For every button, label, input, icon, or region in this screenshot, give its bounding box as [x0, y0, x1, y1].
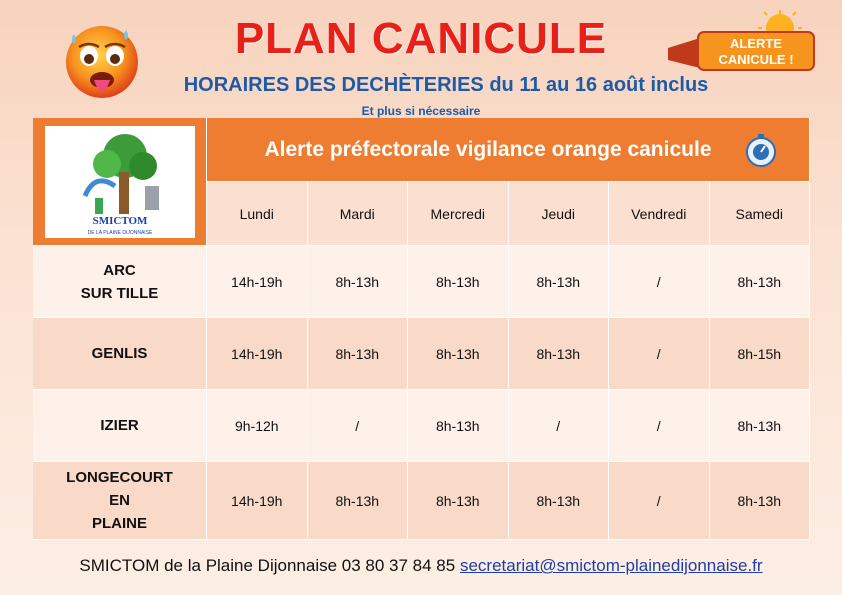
site-name: ARC SUR TILLE — [33, 246, 207, 318]
hours-cell: / — [609, 246, 710, 318]
hours-cell: 8h-13h — [710, 246, 811, 318]
page-title: PLAN CANICULE — [234, 14, 608, 63]
hours-cell: 8h-15h — [710, 318, 811, 390]
hours-cell: 8h-13h — [308, 462, 409, 540]
logo-name: SMICTOM — [92, 214, 147, 227]
site-name: LONGECOURT EN PLAINE — [33, 462, 207, 540]
site-name: IZIER — [33, 390, 207, 462]
hours-cell: 8h-13h — [308, 246, 409, 318]
hours-cell: 14h-19h — [207, 462, 308, 540]
hours-cell: 8h-13h — [308, 318, 409, 390]
hours-cell: 8h-13h — [509, 246, 610, 318]
page-subtitle: HORAIRES DES DECHÈTERIES du 11 au 16 août inclus — [183, 74, 709, 96]
hours-cell: / — [609, 462, 710, 540]
page-note: Et plus si nécessaire — [361, 104, 481, 118]
stopwatch-icon — [743, 132, 779, 168]
hours-cell: / — [609, 318, 710, 390]
day-header-jeudi: Jeudi — [509, 182, 610, 246]
hours-cell: 8h-13h — [408, 246, 509, 318]
hours-cell: 8h-13h — [509, 462, 610, 540]
footer-contact: SMICTOM de la Plaine Dijonnaise 03 80 37 84 85 — [79, 556, 456, 575]
alert-badge-line1: ALERTE — [730, 36, 782, 51]
alert-banner-text: Alerte préfectorale vigilance orange canicule — [264, 137, 712, 161]
day-header-samedi: Samedi — [710, 182, 811, 246]
footer-email-link[interactable]: secretariat@smictom-plainedijonnaise.fr — [459, 556, 763, 575]
hours-cell: / — [609, 390, 710, 462]
hours-cell: 8h-13h — [710, 390, 811, 462]
hours-cell: 8h-13h — [509, 318, 610, 390]
footer — [0, 556, 842, 576]
hours-cell: / — [308, 390, 409, 462]
alert-banner — [207, 118, 810, 182]
alert-badge-line2: CANICULE ! — [718, 52, 794, 67]
hours-cell: 14h-19h — [207, 246, 308, 318]
hours-cell: 9h-12h — [207, 390, 308, 462]
logo-tagline: DE LA PLAINE DIJONNAISE — [87, 229, 152, 236]
site-name: GENLIS — [33, 318, 207, 390]
hours-cell: 8h-13h — [408, 390, 509, 462]
hours-cell: 8h-13h — [408, 318, 509, 390]
day-header-mardi: Mardi — [308, 182, 409, 246]
day-header-mercredi: Mercredi — [408, 182, 509, 246]
schedule-table — [33, 118, 810, 540]
hours-cell: 8h-13h — [408, 462, 509, 540]
hours-cell: 8h-13h — [710, 462, 811, 540]
hours-cell: / — [509, 390, 610, 462]
day-header-vendredi: Vendredi — [609, 182, 710, 246]
hours-cell: 14h-19h — [207, 318, 308, 390]
tree-logo-icon — [45, 126, 195, 238]
smictom-logo — [33, 118, 207, 246]
day-header-lundi: Lundi — [207, 182, 308, 246]
